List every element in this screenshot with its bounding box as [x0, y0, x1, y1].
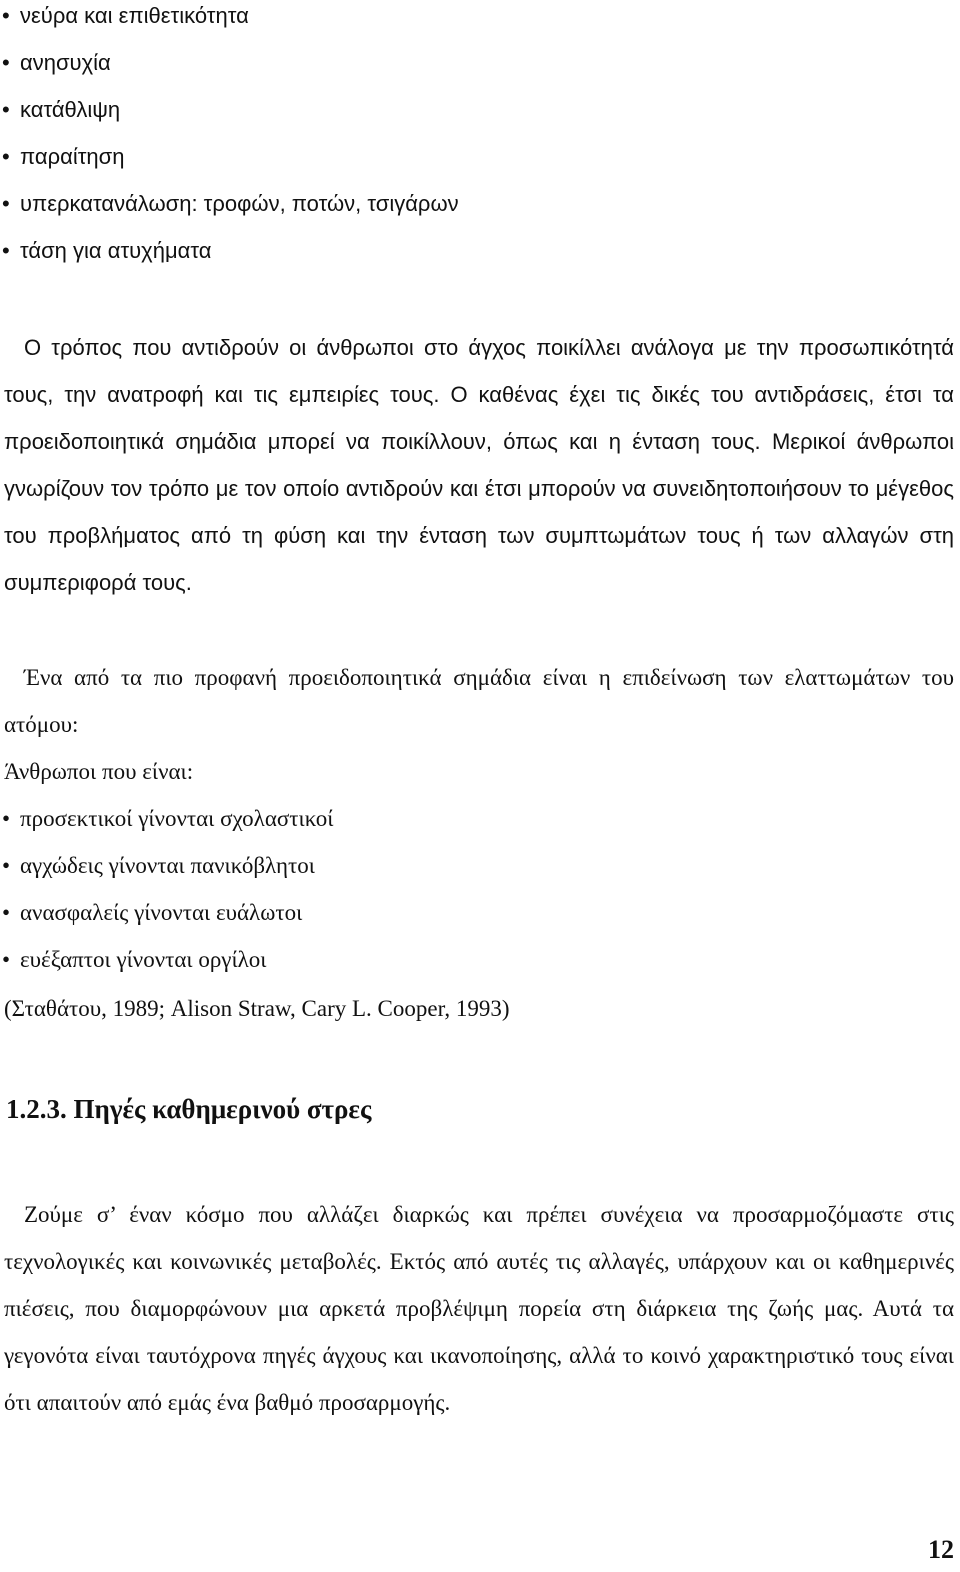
- section-heading: 1.2.3. Πηγές καθημερινού στρες: [6, 1094, 372, 1124]
- list-item: • αγχώδεις γίνονται πανικόβλητοι: [0, 842, 333, 889]
- paragraph-text: Ζούμε σ’ έναν κόσμο που αλλάζει διαρκώς και πρέπει συνέχεια να προσαρμοζόμαστε στις τεχνολογικές και κοινωνικές μεταβολές. Εκτός από αυτές τις αλλαγές, υπάρχουν και οι καθημερινές πιέσεις, που διαμορφώνουν μια αρκετά προβλέψιμη πορεία στη διάρκεια της ζωής μας. Αυτά τα γεγονότα είναι ταυτόχρονα πηγές άγχους και ικανοποίησης, αλλά το κοινό χαρακτηριστικό τους είναι ότι απαιτούν από εμάς ένα βαθμό προσαρμογής.: [4, 1202, 954, 1415]
- symptom-list: [0, 0, 459, 274]
- list-item: • νεύρα και επιθετικότητα: [0, 0, 459, 39]
- paragraph-daily-stress: [4, 1191, 954, 1426]
- list-item: • ανησυχία: [0, 39, 459, 86]
- list-item: • προσεκτικοί γίνονται σχολαστικοί: [0, 795, 333, 842]
- traits-list: [0, 795, 333, 983]
- list-item: • παραίτηση: [0, 133, 459, 180]
- paragraph-reactions: [4, 324, 954, 606]
- paragraph-text: Ένα από τα πιο προφανή προειδοποιητικά σημάδια είναι η επιδείνωση των ελαττωμάτων του ατόμου:: [4, 665, 954, 737]
- list-item: • υπερκατανάλωση: τροφών, ποτών, τσιγάρων: [0, 180, 459, 227]
- list-item: • τάση για ατυχήματα: [0, 227, 459, 274]
- list-item: • ευέξαπτοι γίνονται οργίλοι: [0, 936, 333, 983]
- people-label: Άνθρωποι που είναι:: [4, 759, 194, 784]
- page-number: 12: [928, 1535, 954, 1564]
- list-item: • ανασφαλείς γίνονται ευάλωτοι: [0, 889, 333, 936]
- list-item: • κατάθλιψη: [0, 86, 459, 133]
- paragraph-text: Ο τρόπος που αντιδρούν οι άνθρωποι στο άγχος ποικίλλει ανάλογα με την προσωπικότητά τους, την ανατροφή και τις εμπειρίες τους. Ο καθένας έχει τις δικές του αντιδράσεις, έτσι τα προειδοποιητικά σημάδια μπορεί να ποικίλλουν, όπως και η ένταση τους. Μερικοί άνθρωποι γνωρίζουν τον τρόπο με τον οποίο αντιδρούν και έτσι μπορούν να συνειδητοποιήσουν το μέγεθος του προβλήματος από τη φύση και την ένταση των συμπτωμάτων τους ή των αλλαγών στη συμπεριφορά τους.: [4, 335, 954, 595]
- paragraph-warning-signs: [4, 654, 954, 748]
- citation: (Σταθάτου, 1989; Alison Straw, Cary L. Cooper, 1993): [4, 996, 510, 1021]
